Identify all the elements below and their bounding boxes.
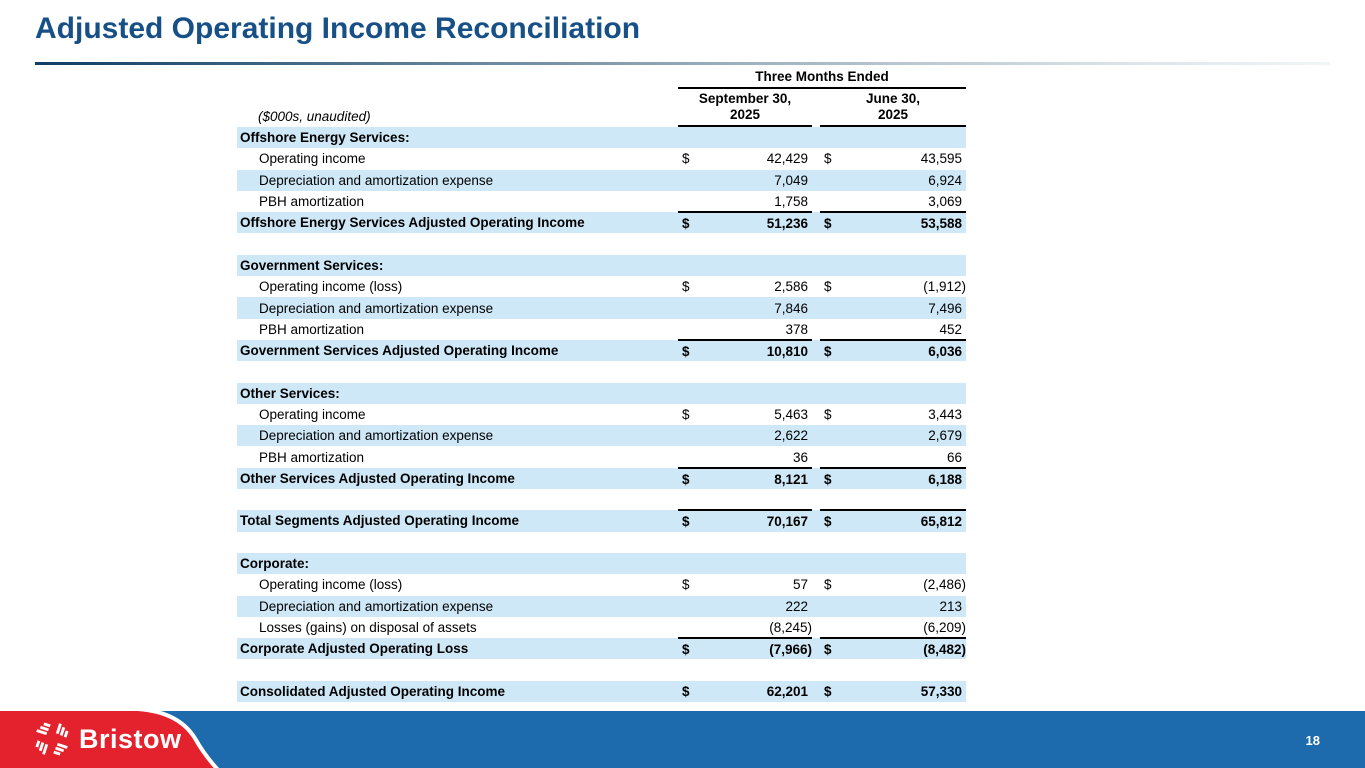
- table-row: [237, 191, 966, 212]
- row-dollar-col1: [678, 425, 702, 446]
- row-label: Depreciation and amortization expense: [259, 300, 494, 316]
- table-period-row: [237, 66, 966, 88]
- row-dollar-col1: [678, 127, 702, 148]
- row-label: PBH amortization: [259, 321, 365, 337]
- table-row: [237, 276, 966, 297]
- row-value-col2: [844, 127, 966, 148]
- row-dollar-col2: $: [824, 151, 832, 167]
- row-dollar-col1: [678, 191, 702, 212]
- row-value-col1: (7,966): [702, 637, 812, 660]
- row-dollar-col2: [820, 297, 844, 318]
- row-label: Consolidated Adjusted Operating Income: [240, 683, 506, 699]
- row-dollar-col2: [820, 446, 844, 467]
- row-column-gap: [812, 425, 820, 446]
- row-value-col1: 5,463: [774, 407, 808, 422]
- table-row: [237, 553, 966, 574]
- row-value-col2: 213: [939, 598, 962, 614]
- page-number: 18: [1305, 733, 1320, 748]
- row-value-col1: 7,049: [774, 172, 808, 188]
- row-label: Depreciation and amortization expense: [259, 428, 494, 444]
- row-column-gap: [812, 596, 820, 617]
- row-value-col1: 1,758: [774, 194, 808, 210]
- row-value-col2: [844, 383, 966, 404]
- row-value-col2: (2,486): [923, 577, 966, 593]
- row-value-col1: (8,245): [769, 619, 812, 635]
- table-row: [237, 127, 966, 148]
- row-value-col2: 452: [939, 321, 962, 337]
- table-row: [237, 319, 966, 340]
- table-row: [237, 148, 966, 169]
- table-row: [237, 425, 966, 446]
- row-value-col2: [844, 553, 966, 574]
- row-dollar-col2: $: [820, 339, 844, 362]
- row-dollar-col1: [678, 319, 702, 340]
- row-dollar-col1: $: [678, 467, 702, 490]
- row-dollar-col1: $: [682, 407, 690, 422]
- row-value-col1: 2,586: [774, 279, 808, 295]
- row-label: Government Services Adjusted Operating Income: [240, 343, 559, 359]
- column-header-sep30: September 30, 2025: [678, 88, 812, 127]
- row-value-col1: 70,167: [702, 509, 812, 532]
- row-dollar-col2: [820, 191, 844, 212]
- table-gap-row: [237, 233, 966, 254]
- row-dollar-col2: $: [824, 683, 832, 699]
- row-value-col2: (8,482): [844, 637, 966, 660]
- row-value-col2: 57,330: [920, 683, 962, 699]
- row-value-col2: 66: [946, 449, 962, 465]
- row-column-gap: [812, 340, 820, 361]
- row-dollar-col2: [820, 170, 844, 191]
- row-value-col1: 222: [785, 598, 808, 614]
- column-header-jun30: June 30, 2025: [820, 88, 966, 127]
- units-note: ($000s, unaudited): [258, 109, 371, 124]
- table-gap-row: [237, 489, 966, 510]
- row-label: Operating income (loss): [259, 577, 403, 593]
- row-value-col1: 36: [792, 449, 808, 465]
- row-dollar-col2: [820, 127, 844, 148]
- row-value-col2: 53,588: [844, 211, 966, 234]
- row-dollar-col1: $: [682, 279, 690, 295]
- row-value-col1: 378: [785, 321, 808, 337]
- row-dollar-col1: [678, 297, 702, 318]
- row-value-col1: [702, 255, 812, 276]
- table-row: [237, 212, 966, 233]
- table-gap-row: [237, 532, 966, 553]
- row-value-col1: 8,121: [702, 467, 812, 490]
- row-value-col1: 2,622: [774, 428, 808, 444]
- table-row: [237, 638, 966, 659]
- row-column-gap: [812, 127, 820, 148]
- row-column-gap: [812, 297, 820, 318]
- reconciliation-table: [237, 66, 966, 702]
- row-label: Other Services:: [240, 385, 340, 401]
- row-label: Offshore Energy Services:: [240, 130, 410, 146]
- row-value-col1: 57: [792, 577, 808, 593]
- row-dollar-col2: [820, 383, 844, 404]
- row-dollar-col1: $: [682, 683, 690, 699]
- table-row: [237, 468, 966, 489]
- row-label: Total Segments Adjusted Operating Income: [240, 513, 520, 529]
- table-gap-row: [237, 361, 966, 382]
- row-dollar-col2: [820, 617, 844, 638]
- table-row: [237, 170, 966, 191]
- row-column-gap: [812, 510, 820, 531]
- row-dollar-col2: [820, 553, 844, 574]
- row-dollar-col1: [678, 383, 702, 404]
- row-dollar-col1: [678, 255, 702, 276]
- table-row: [237, 510, 966, 531]
- row-column-gap: [812, 553, 820, 574]
- row-value-col1: 10,810: [702, 339, 812, 362]
- row-label: Depreciation and amortization expense: [259, 172, 494, 188]
- row-dollar-col1: $: [682, 577, 690, 593]
- page-title: Adjusted Operating Income Reconciliation: [35, 12, 641, 45]
- row-value-col2: 6,036: [844, 339, 966, 362]
- row-dollar-col2: [820, 255, 844, 276]
- row-value-col2: 3,443: [928, 407, 962, 422]
- row-dollar-col1: [678, 553, 702, 574]
- row-value-col2: 43,595: [920, 151, 962, 167]
- row-value-col1: [702, 553, 812, 574]
- row-column-gap: [812, 638, 820, 659]
- row-dollar-col1: [678, 446, 702, 467]
- row-dollar-col2: $: [820, 509, 844, 532]
- row-value-col1: 7,846: [774, 300, 808, 316]
- row-label: PBH amortization: [259, 194, 365, 210]
- row-column-gap: [812, 319, 820, 340]
- row-dollar-col1: [678, 596, 702, 617]
- row-label: Losses (gains) on disposal of assets: [259, 619, 477, 635]
- row-value-col2: 3,069: [928, 194, 962, 210]
- row-column-gap: [812, 191, 820, 212]
- table-row: [237, 255, 966, 276]
- row-value-col2: (6,209): [923, 619, 966, 635]
- row-label: Depreciation and amortization expense: [259, 598, 494, 614]
- row-dollar-col1: $: [682, 151, 690, 167]
- row-value-col2: 6,188: [844, 467, 966, 490]
- row-dollar-col2: $: [824, 577, 832, 593]
- row-dollar-col2: $: [820, 211, 844, 234]
- row-column-gap: [812, 276, 820, 297]
- row-label: PBH amortization: [259, 449, 365, 465]
- row-column-gap: [812, 170, 820, 191]
- row-dollar-col1: $: [678, 211, 702, 234]
- row-column-gap: [812, 468, 820, 489]
- row-dollar-col1: [678, 170, 702, 191]
- row-label: Offshore Energy Services Adjusted Operating Income: [240, 215, 585, 231]
- row-label: Operating income: [259, 407, 366, 422]
- row-value-col1: 62,201: [766, 683, 808, 699]
- row-column-gap: [812, 404, 820, 425]
- row-dollar-col2: $: [820, 637, 844, 660]
- row-dollar-col2: $: [824, 279, 832, 295]
- row-value-col2: (1,912): [923, 279, 966, 295]
- row-dollar-col2: [820, 425, 844, 446]
- row-value-col2: 7,496: [928, 300, 962, 316]
- row-column-gap: [812, 255, 820, 276]
- row-column-gap: [812, 148, 820, 169]
- row-dollar-col1: $: [678, 339, 702, 362]
- row-value-col2: 65,812: [844, 509, 966, 532]
- row-label: Operating income: [259, 151, 366, 167]
- table-row: [237, 404, 966, 425]
- table-row: [237, 446, 966, 467]
- row-label: Corporate:: [240, 556, 310, 572]
- table-rows: [237, 127, 966, 702]
- row-column-gap: [812, 212, 820, 233]
- row-column-gap: [812, 383, 820, 404]
- row-dollar-col1: $: [678, 509, 702, 532]
- table-row: [237, 681, 966, 702]
- row-label: Government Services:: [240, 257, 384, 273]
- row-value-col2: 2,679: [928, 428, 962, 444]
- table-gap-row: [237, 659, 966, 680]
- row-label: Operating income (loss): [259, 279, 403, 295]
- brand-name: Bristow: [79, 723, 182, 754]
- bristow-logo: [32, 719, 182, 759]
- table-row: [237, 383, 966, 404]
- row-label: Corporate Adjusted Operating Loss: [240, 641, 469, 657]
- table-row: [237, 574, 966, 595]
- table-column-header-row: [237, 88, 966, 127]
- row-label: Other Services Adjusted Operating Income: [240, 470, 515, 486]
- row-column-gap: [812, 681, 820, 702]
- row-value-col1: 42,429: [766, 151, 808, 167]
- row-value-col2: [844, 255, 966, 276]
- period-header: Three Months Ended: [678, 65, 966, 89]
- row-column-gap: [812, 574, 820, 595]
- row-value-col1: 51,236: [702, 211, 812, 234]
- table-row: [237, 340, 966, 361]
- table-row: [237, 297, 966, 318]
- row-dollar-col2: [820, 596, 844, 617]
- row-value-col1: [702, 127, 812, 148]
- bristow-rotor-icon: [32, 719, 72, 759]
- row-value-col2: 6,924: [928, 172, 962, 188]
- row-value-col1: [702, 383, 812, 404]
- row-column-gap: [812, 617, 820, 638]
- table-row: [237, 617, 966, 638]
- row-dollar-col1: [678, 617, 702, 638]
- row-dollar-col2: $: [824, 407, 832, 422]
- row-dollar-col2: $: [820, 467, 844, 490]
- row-dollar-col2: [820, 319, 844, 340]
- table-row: [237, 596, 966, 617]
- row-dollar-col1: $: [678, 637, 702, 660]
- row-column-gap: [812, 446, 820, 467]
